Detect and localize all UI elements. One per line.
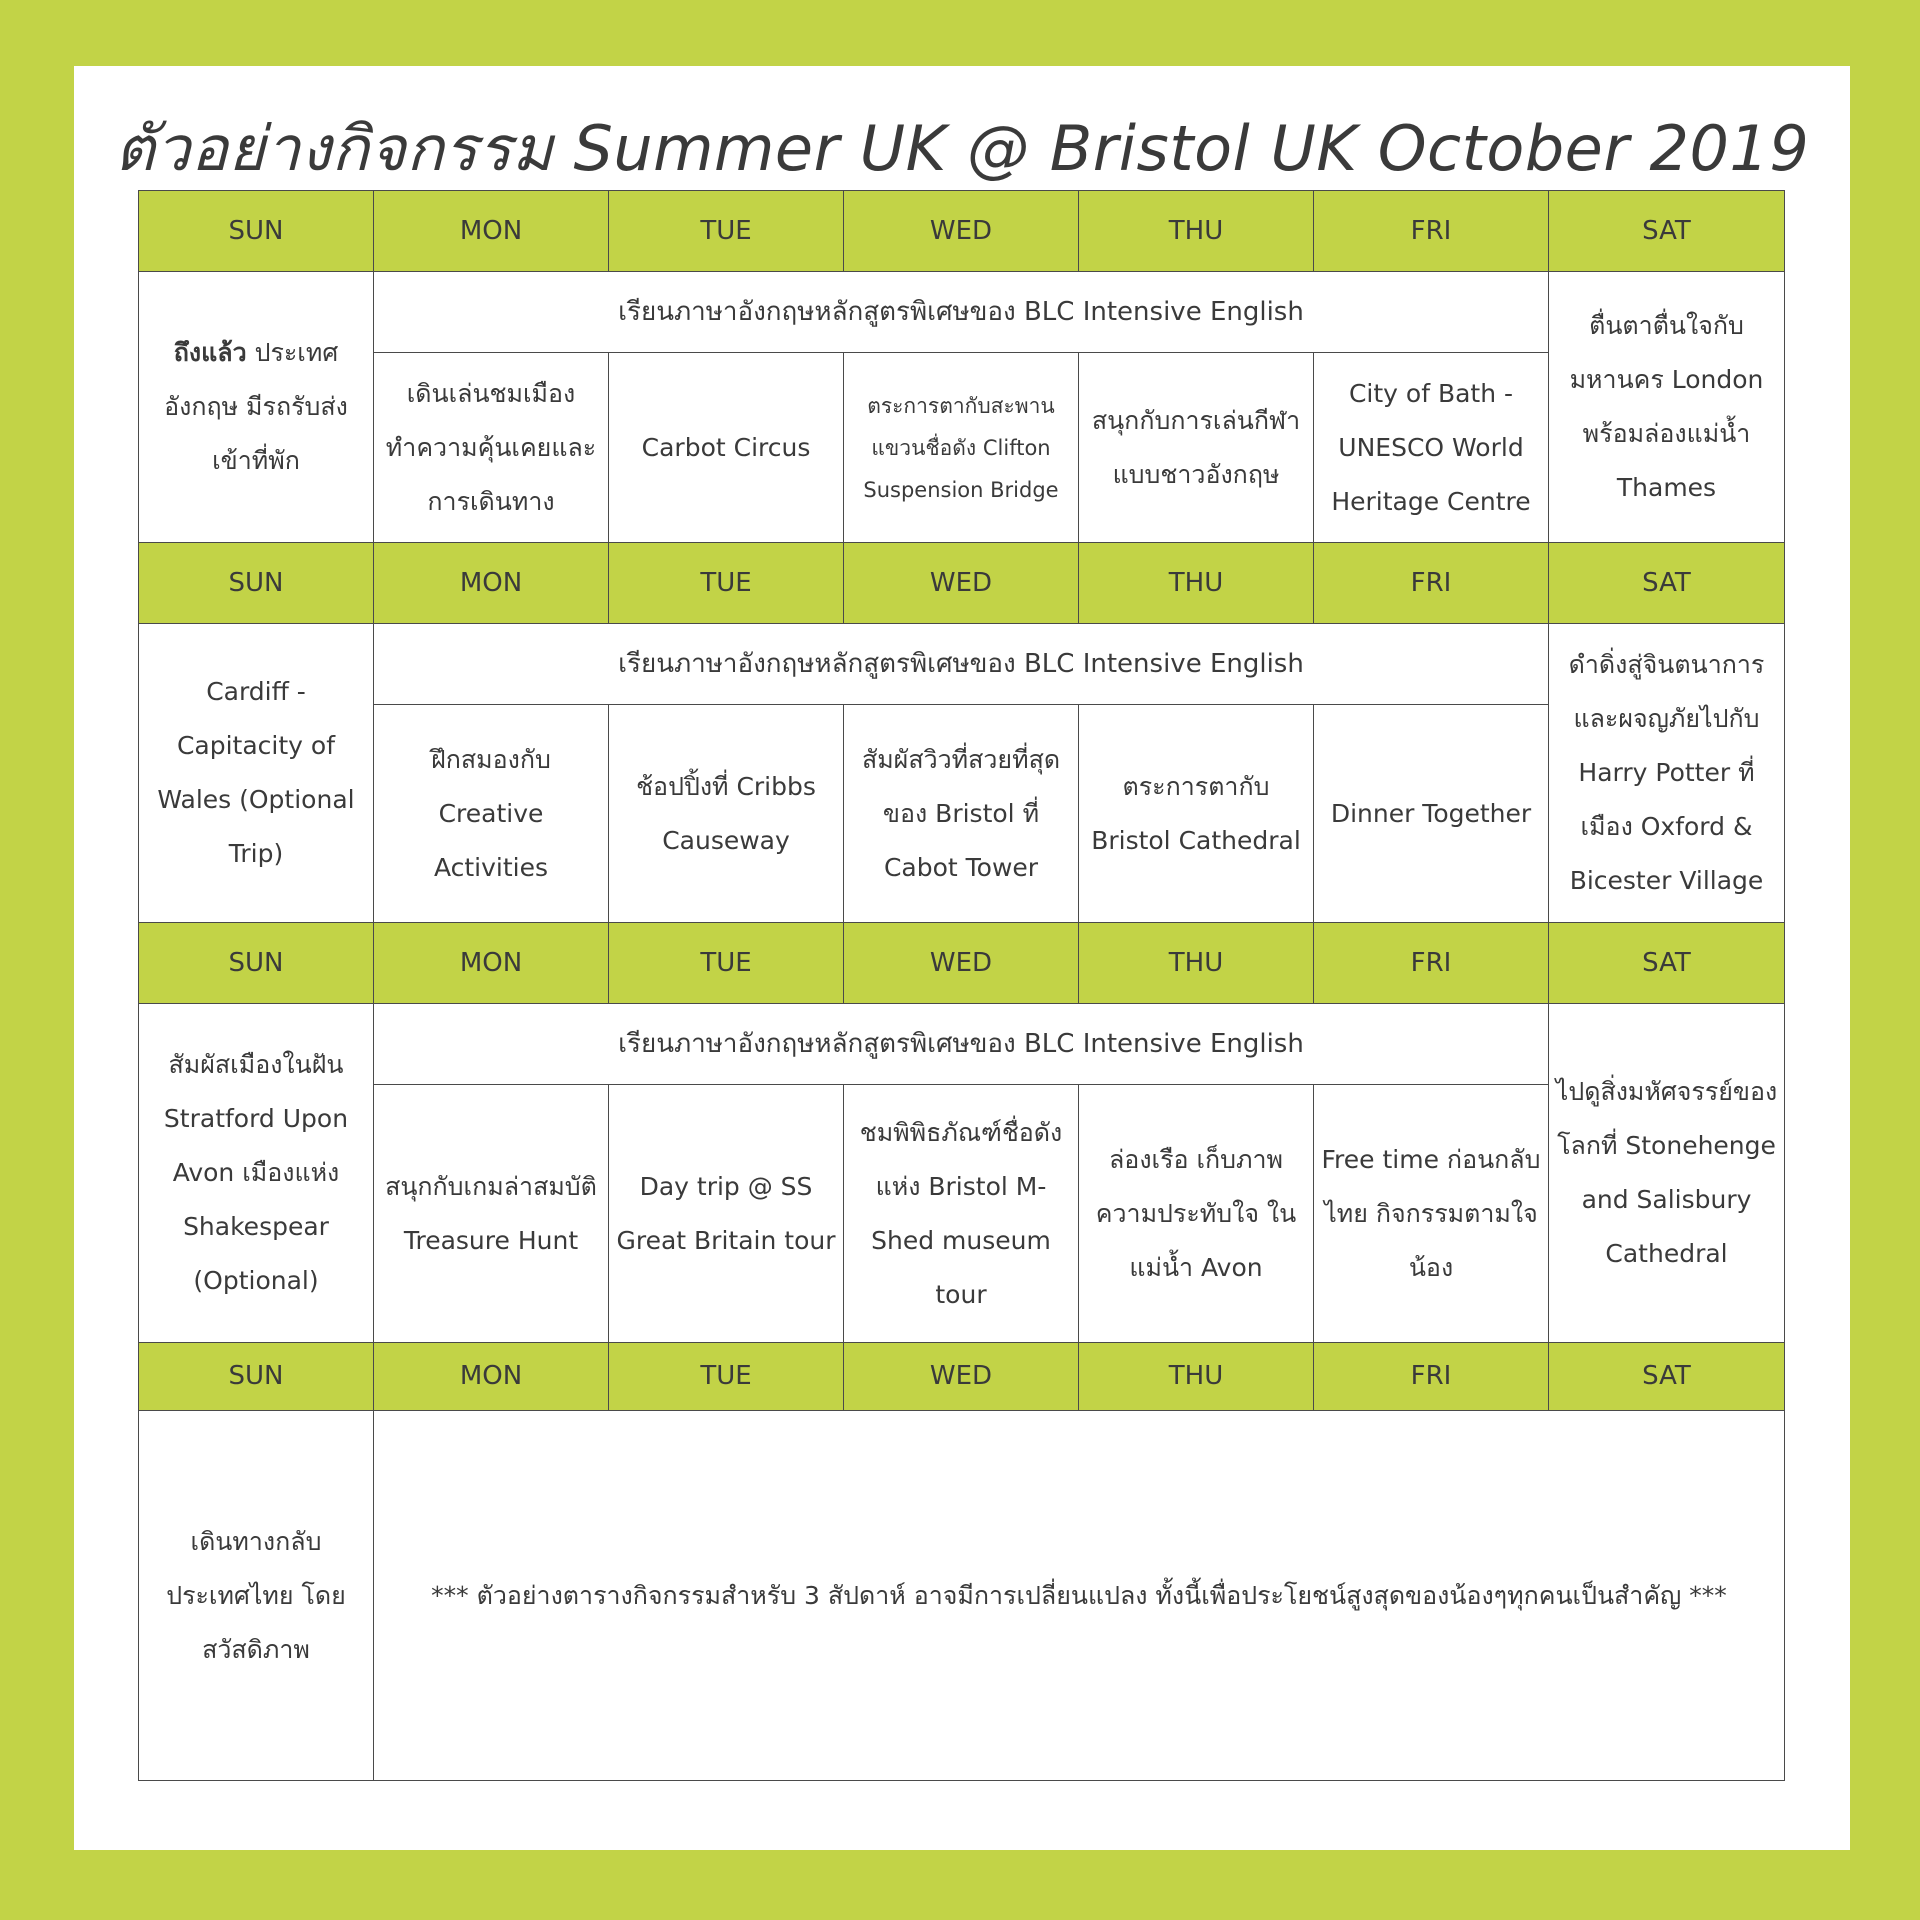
week-row <box>139 272 1785 353</box>
week2-course-banner: เรียนภาษาอังกฤษหลักสูตรพิเศษของ BLC Intensive English <box>374 624 1549 705</box>
day-header-wed: WED <box>844 923 1079 1004</box>
day-header-tue: TUE <box>609 1343 844 1411</box>
week1-tue-cell: Carbot Circus <box>609 353 844 543</box>
day-header-mon: MON <box>374 923 609 1004</box>
day-header-fri: FRI <box>1314 543 1549 624</box>
week3-tue-cell: Day trip @ SS Great Britain tour <box>609 1085 844 1343</box>
week1-course-banner: เรียนภาษาอังกฤษหลักสูตรพิเศษของ BLC Intensive English <box>374 272 1549 353</box>
week1-thu-cell: สนุกกับการเล่นกีฬาแบบชาวอังกฤษ <box>1079 353 1314 543</box>
day-header-mon: MON <box>374 1343 609 1411</box>
day-header-thu: THU <box>1079 543 1314 624</box>
day-header-row <box>139 1343 1785 1411</box>
week4-sun-cell: เดินทางกลับประเทศไทย โดยสวัสดิภาพ <box>139 1411 374 1781</box>
day-header-sat: SAT <box>1549 923 1785 1004</box>
week2-fri-cell: Dinner Together <box>1314 705 1549 923</box>
week-row <box>139 705 1785 923</box>
week1-sat-cell: ตื่นตาตื่นใจกับมหานคร London พร้อมล่องแม่น้ำ Thames <box>1549 272 1785 543</box>
week1-mon-cell: เดินเล่นชมเมือง ทำความคุ้นเคยและการเดินทาง <box>374 353 609 543</box>
day-header-tue: TUE <box>609 191 844 272</box>
day-header-sat: SAT <box>1549 191 1785 272</box>
day-header-mon: MON <box>374 191 609 272</box>
week2-wed-cell: สัมผัสวิวที่สวยที่สุดของ Bristol ที่ Cabot Tower <box>844 705 1079 923</box>
week2-sun-cell: Cardiff - Capitacity of Wales (Optional Trip) <box>139 624 374 923</box>
week2-mon-cell: ฝึกสมองกับ Creative Activities <box>374 705 609 923</box>
day-header-row <box>139 923 1785 1004</box>
day-header-tue: TUE <box>609 543 844 624</box>
day-header-fri: FRI <box>1314 923 1549 1004</box>
day-header-sat: SAT <box>1549 1343 1785 1411</box>
week1-sun-cell <box>139 272 374 543</box>
week3-sat-cell: ไปดูสิ่งมหัศจรรย์ของโลกที่ Stonehenge and Salisbury Cathedral <box>1549 1004 1785 1343</box>
week-row <box>139 624 1785 705</box>
week3-mon-cell: สนุกกับเกมล่าสมบัติ Treasure Hunt <box>374 1085 609 1343</box>
day-header-row <box>139 543 1785 624</box>
day-header-thu: THU <box>1079 923 1314 1004</box>
day-header-wed: WED <box>844 191 1079 272</box>
week3-sun-cell: สัมผัสเมืองในฝัน Stratford Upon Avon เมืองแห่ง Shakespear (Optional) <box>139 1004 374 1343</box>
day-header-mon: MON <box>374 543 609 624</box>
day-header-sun: SUN <box>139 543 374 624</box>
week3-wed-cell: ชมพิพิธภัณฑ์ชื่อดังแห่ง Bristol M-Shed museum tour <box>844 1085 1079 1343</box>
schedule-note: *** ตัวอย่างตารางกิจกรรมสำหรับ 3 สัปดาห์ อาจมีการเปลี่ยนแปลง ทั้งนี้เพื่อประโยชน์สูงสุดของน้องๆทุกคนเป็นสำคัญ *** <box>374 1411 1785 1781</box>
week-row <box>139 1004 1785 1085</box>
week-row <box>139 1085 1785 1343</box>
day-header-wed: WED <box>844 543 1079 624</box>
week1-fri-cell: City of Bath - UNESCO World Heritage Centre <box>1314 353 1549 543</box>
day-header-sun: SUN <box>139 191 374 272</box>
week1-sun-bold: ถึงแล้ว <box>173 338 247 367</box>
week2-tue-cell: ช้อปปิ้งที่ Cribbs Causeway <box>609 705 844 923</box>
page-title: ตัวอย่างกิจกรรม Summer UK @ Bristol UK October 2019 <box>114 112 1810 185</box>
week2-sat-cell: ดำดิ่งสู่จินตนาการและผจญภัยไปกับ Harry Potter ที่เมือง Oxford & Bicester Village <box>1549 624 1785 923</box>
day-header-fri: FRI <box>1314 191 1549 272</box>
activity-calendar <box>138 190 1785 1781</box>
day-header-wed: WED <box>844 1343 1079 1411</box>
day-header-sat: SAT <box>1549 543 1785 624</box>
week1-wed-cell: ตระการตากับสะพานแขวนชื่อดัง Clifton Suspension Bridge <box>844 353 1079 543</box>
day-header-thu: THU <box>1079 191 1314 272</box>
day-header-row <box>139 191 1785 272</box>
week-row <box>139 1411 1785 1781</box>
day-header-sun: SUN <box>139 923 374 1004</box>
week2-thu-cell: ตระการตากับ Bristol Cathedral <box>1079 705 1314 923</box>
schedule-card <box>74 66 1850 1850</box>
week3-thu-cell: ล่องเรือ เก็บภาพความประทับใจ ในแม่น้ำ Avon <box>1079 1085 1314 1343</box>
day-header-tue: TUE <box>609 923 844 1004</box>
week3-course-banner: เรียนภาษาอังกฤษหลักสูตรพิเศษของ BLC Intensive English <box>374 1004 1549 1085</box>
day-header-thu: THU <box>1079 1343 1314 1411</box>
week1-sun-text: ประเทศอังกฤษ มีรถรับส่งเข้าที่พัก <box>164 338 348 475</box>
day-header-sun: SUN <box>139 1343 374 1411</box>
day-header-fri: FRI <box>1314 1343 1549 1411</box>
week3-fri-cell: Free time ก่อนกลับไทย กิจกรรมตามใจน้อง <box>1314 1085 1549 1343</box>
week-row <box>139 353 1785 543</box>
